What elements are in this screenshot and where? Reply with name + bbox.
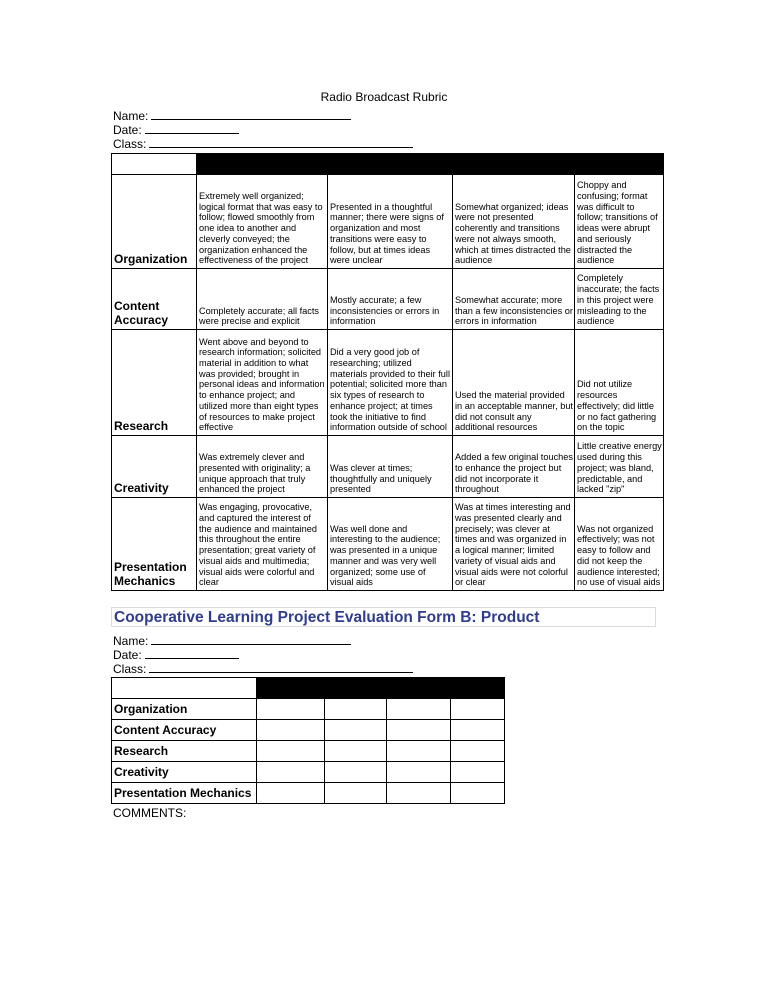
rubric-cell: Extremely well organized; logical format that was easy to follow; flowed smoothly from one idea to another and cleverly conveyed; the organization enhanced the effectiveness of the project <box>197 175 328 269</box>
form-header-row <box>112 678 505 699</box>
criterion-research: Research <box>112 330 197 436</box>
class-line[interactable] <box>149 136 413 148</box>
header-blank-cell <box>112 678 257 699</box>
form-criterion: Research <box>112 741 257 762</box>
rubric-cell: Little creative energy used during this project; was bland, predictable, and lacked "zip" <box>575 436 664 498</box>
score-cell[interactable] <box>451 741 505 762</box>
rubric-cell: Somewhat organized; ideas were not presented coherently and transitions were not always smooth, which at times distracted the audience <box>453 175 575 269</box>
score-cell[interactable] <box>451 699 505 720</box>
form-date-field <box>113 647 239 662</box>
score-cell[interactable] <box>451 720 505 741</box>
header-cell <box>325 678 387 699</box>
rubric-table <box>111 153 664 591</box>
header-cell <box>387 678 451 699</box>
date-label: Date: <box>113 648 142 662</box>
form-name-field <box>113 633 351 648</box>
score-cell[interactable] <box>387 720 451 741</box>
form-title: Cooperative Learning Project Evaluation Form B: Product <box>111 607 656 627</box>
score-cell[interactable] <box>325 741 387 762</box>
header-cell <box>328 154 453 175</box>
rubric-row-creativity <box>112 436 664 498</box>
score-cell[interactable] <box>257 783 325 804</box>
rubric-cell: Was extremely clever and presented with originality; a unique approach that truly enhanced the project <box>197 436 328 498</box>
rubric-cell: Was at times interesting and was presented clearly and precisely; was clever at times and was organized in a logical manner; limited variety of visual aids and visual aids were not colorful or clear <box>453 498 575 591</box>
rubric-row-content-accuracy <box>112 269 664 330</box>
score-cell[interactable] <box>257 720 325 741</box>
criterion-organization: Organization <box>112 175 197 269</box>
rubric-date-field <box>113 122 239 137</box>
class-label: Class: <box>113 662 147 676</box>
comments-label: COMMENTS: <box>113 806 187 820</box>
form-class-field <box>113 661 413 676</box>
score-cell[interactable] <box>387 783 451 804</box>
rubric-header-row <box>112 154 664 175</box>
rubric-cell: Went above and beyond to research information; solicited material in addition to what was provided; brought in personal ideas and information to enhance project; and utilized more than eight types of resources to make project effective <box>197 330 328 436</box>
date-line[interactable] <box>145 122 239 134</box>
rubric-cell: Was engaging, provocative, and captured the interest of the audience and maintained this throughout the entire presentation; great variety of visual aids and multimedia; visual aids were colorful and clear <box>197 498 328 591</box>
rubric-name-field <box>113 108 351 123</box>
name-label: Name: <box>113 109 149 123</box>
evaluation-form-table <box>111 677 505 804</box>
name-label: Name: <box>113 634 149 648</box>
criterion-content-accuracy: Content Accuracy <box>112 269 197 330</box>
score-cell[interactable] <box>325 699 387 720</box>
header-cell <box>451 678 505 699</box>
score-cell[interactable] <box>257 762 325 783</box>
score-cell[interactable] <box>451 762 505 783</box>
date-line[interactable] <box>145 647 239 659</box>
rubric-cell: Was well done and interesting to the audience; was presented in a unique manner and was very well organized; some use of visual aids <box>328 498 453 591</box>
name-line[interactable] <box>151 633 351 645</box>
score-cell[interactable] <box>387 762 451 783</box>
criterion-creativity: Creativity <box>112 436 197 498</box>
form-criterion: Content Accuracy <box>112 720 257 741</box>
rubric-cell: Somewhat accurate; more than a few inconsistencies or errors in information <box>453 269 575 330</box>
rubric-cell: Was not organized effectively; was not easy to follow and did not keep the audience interested; no use of visual aids <box>575 498 664 591</box>
header-cell <box>197 154 328 175</box>
rubric-cell: Added a few original touches to enhance the project but did not incorporate it throughout <box>453 436 575 498</box>
score-cell[interactable] <box>451 783 505 804</box>
rubric-title: Radio Broadcast Rubric <box>320 90 448 104</box>
rubric-cell: Was clever at times; thoughtfully and uniquely presented <box>328 436 453 498</box>
form-criterion: Presentation Mechanics <box>112 783 257 804</box>
rubric-cell: Used the material provided in an acceptable manner, but did not consult any additional resources <box>453 330 575 436</box>
name-line[interactable] <box>151 108 351 120</box>
class-label: Class: <box>113 137 147 151</box>
score-cell[interactable] <box>387 741 451 762</box>
rubric-row-research <box>112 330 664 436</box>
rubric-cell: Choppy and confusing; format was difficult to follow; transitions of ideas were abrupt and seriously distracted the audience <box>575 175 664 269</box>
header-blank-cell <box>112 154 197 175</box>
date-label: Date: <box>113 123 142 137</box>
form-row-research <box>112 741 505 762</box>
score-cell[interactable] <box>387 699 451 720</box>
form-criterion: Creativity <box>112 762 257 783</box>
form-row-creativity <box>112 762 505 783</box>
form-row-presentation-mechanics <box>112 783 505 804</box>
form-criterion: Organization <box>112 699 257 720</box>
score-cell[interactable] <box>257 699 325 720</box>
rubric-row-presentation-mechanics <box>112 498 664 591</box>
rubric-cell: Completely accurate; all facts were precise and explicit <box>197 269 328 330</box>
rubric-cell: Did not utilize resources effectively; did little or no fact gathering on the topic <box>575 330 664 436</box>
criterion-presentation-mechanics: Presentation Mechanics <box>112 498 197 591</box>
rubric-row-organization <box>112 175 664 269</box>
rubric-cell: Did a very good job of researching; utilized materials provided to their full potential; solicited more than six types of research to enhance project; at times took the initiative to find information outside of school <box>328 330 453 436</box>
header-cell <box>257 678 325 699</box>
class-line[interactable] <box>149 661 413 673</box>
score-cell[interactable] <box>325 720 387 741</box>
header-cell <box>575 154 664 175</box>
rubric-cell: Presented in a thoughtful manner; there were signs of organization and most transitions were easy to follow, but at times ideas were unclear <box>328 175 453 269</box>
score-cell[interactable] <box>257 741 325 762</box>
score-cell[interactable] <box>325 783 387 804</box>
rubric-class-field <box>113 136 413 151</box>
rubric-cell: Completely inaccurate; the facts in this project were misleading to the audience <box>575 269 664 330</box>
header-cell <box>453 154 575 175</box>
score-cell[interactable] <box>325 762 387 783</box>
rubric-cell: Mostly accurate; a few inconsistencies or errors in information <box>328 269 453 330</box>
form-row-organization <box>112 699 505 720</box>
form-row-content-accuracy <box>112 720 505 741</box>
